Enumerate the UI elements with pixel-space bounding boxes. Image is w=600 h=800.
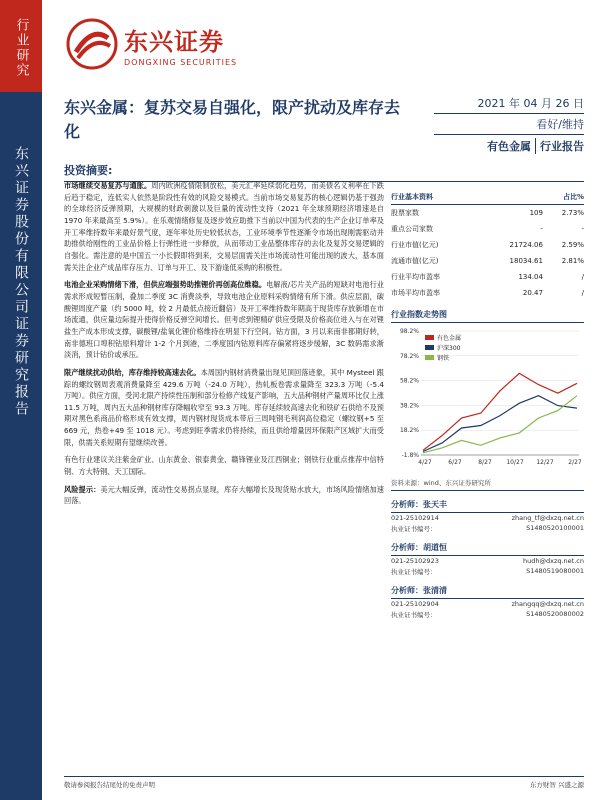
- row-pct: /: [581, 289, 584, 297]
- analyst-name: 分析师：张清清: [391, 583, 584, 599]
- paragraph-body: 美元大幅反弹，流动性交易拐点显现，库存大幅增长及现货贴水放大，市场风险情绪加速回落。: [64, 484, 384, 506]
- cert-label: 执业证书编号：: [391, 568, 437, 576]
- page-footer: [64, 776, 584, 789]
- x-tick-label: 8/27: [478, 459, 492, 466]
- pct-header: 占比%: [543, 190, 584, 205]
- analyst-phone: 021-25102923: [391, 557, 439, 565]
- table-row: [391, 237, 584, 253]
- legend-swatch: [425, 335, 434, 340]
- basic-data-table: [391, 190, 584, 301]
- sidebar-company-name: 东兴证券股份有限公司证券研究报告: [13, 146, 29, 418]
- table-row: [391, 269, 584, 285]
- y-tick-label: 18.2%: [399, 427, 419, 435]
- paragraph: [64, 484, 384, 507]
- logo-cn-text: 东兴证券: [124, 27, 224, 56]
- analyst-block: [391, 583, 584, 620]
- legend-label: 沪深300: [437, 345, 461, 352]
- paragraph: [64, 180, 384, 273]
- y-tick-label: 98.2%: [399, 328, 419, 335]
- y-tick-label: 38.2%: [399, 402, 419, 410]
- analyst-email[interactable]: zhangqq@dxzq.net.cn: [511, 600, 584, 608]
- row-value: 18034.61: [509, 257, 543, 265]
- analyst-email[interactable]: zhang_tf@dxzq.net.cn: [511, 514, 584, 522]
- row-label: 行业市值(亿元): [391, 241, 439, 249]
- logo-en-text: DONGXING SECURITIES: [124, 57, 238, 67]
- row-pct: /: [581, 273, 584, 281]
- x-tick-label: 2/27: [568, 459, 582, 466]
- row-value: -: [540, 225, 543, 233]
- legend-label: 钢铁: [437, 355, 450, 362]
- row-value: 20.47: [522, 289, 543, 297]
- x-tick-label: 6/27: [448, 459, 462, 466]
- index-trend-chart: [391, 323, 584, 473]
- paragraph: [64, 454, 384, 477]
- row-label: 股票家数: [391, 209, 419, 217]
- row-label: 流通市值(亿元): [391, 257, 439, 265]
- report-title: 东兴金属：复苏交易自强化，限产扰动及库存去化: [64, 98, 401, 141]
- series-line: [423, 396, 577, 452]
- row-value: 109: [529, 209, 543, 217]
- summary-body: [64, 180, 384, 513]
- chart-source: 资料来源：wind、东兴证券研究所: [391, 475, 584, 491]
- cert-label: 执业证书编号：: [391, 525, 437, 533]
- sidebar-data-panel: [391, 190, 584, 620]
- row-label: 行业平均市盈率: [391, 273, 440, 281]
- x-tick-label: 12/27: [536, 459, 554, 466]
- paragraph-body: 有色行业建议关注紫金矿业、山东黄金、银泰黄金、赣锋锂业及江西铜业；钢铁行业重点推荐中信特钢、方大特钢、天工国际。: [64, 455, 384, 477]
- rating: 看好/维持: [434, 114, 584, 135]
- legend-swatch: [425, 345, 434, 350]
- cert-number: S1480520100001: [526, 524, 584, 532]
- analyst-phone: 021-25102904: [391, 600, 439, 608]
- report-header-info: [434, 95, 584, 154]
- table-row: [391, 253, 584, 269]
- analyst-block: [391, 497, 584, 534]
- analyst-email[interactable]: hudh@dxzq.net.cn: [523, 557, 584, 565]
- row-label: 市场平均市盈率: [391, 289, 440, 297]
- row-pct: 2.81%: [561, 257, 584, 265]
- industry-tag: 有色金属: [487, 140, 531, 153]
- x-tick-label: 10/27: [506, 459, 524, 466]
- paragraph-body: 电解液/芯片关产品的短缺对电池行业需求形成短暂压制，叠加二季度 3C 消费淡季，导致电池企业原料采购情绪有所下滑。供应层面，碳酸锂周度产量（约 5000 吨，较 2 月最低点接近翻倍）及开工率维持数年期高于现货库存放新增在市场流通，供应量边际提升使得价格反弹空间增长。但考虑到锂精矿供应受限及价格高位进入与在对锂盐生产成本形成支撑，碳酸锂/盐氧化锂价格维持在明显下行空间。钴方面，3 月以来南非都期好转，南非德班口埠积钴原料增计 1-2 个月到港，二季度国内钴原料库存偏紧将逐步缓解，3C 数码需求渐淡消，预计钴价或承压。: [64, 280, 384, 360]
- row-value: 134.04: [518, 273, 543, 281]
- paragraph-body: 周内欧洲疫情限制放松，美元汇率延续弱化趋势，而美债名义利率在下跌后趋于稳定，连低实人依然是阶段性有效的风险交易模式。当前市场交易复苏的核心逻辑仍基于强劲的全球经济反弹预期，大规模的财政刺激以及巨量的流动性支持（2021 年全球预期经济增速是自 1970 年来最高至 5.9%）。在乐观情绪修复及逐步效应助推下当前以中国为代表的生产企业订单率及开工率维持数年来最好景气度，逐年率处历史较低状态，工业环境季节性逐渐令市场出现刚需驱动并助推供给刚性的工业品价格上行弹性进一步释放，从而带动工业品整体库存的去化及复苏交易逻辑的自强化。需注意的是中国五一小长假即将到来，交易层面需关注市场流动性可能出现的波大，基本面需关注企业产成品库存压力、订单与开工、及下游逢低采购的积极性。: [64, 181, 384, 272]
- table-row: [391, 285, 584, 301]
- legend-swatch: [425, 355, 434, 360]
- row-pct: 2.59%: [561, 241, 584, 249]
- y-tick-label: 78.2%: [399, 352, 419, 360]
- row-label: 重点公司家数: [391, 225, 433, 233]
- paragraph-lead: 电池企业采购情绪下滑，但供应端强势助推锂价再创高位维稳。: [64, 280, 267, 290]
- logo-mark-icon: [66, 18, 118, 70]
- analyst-block: [391, 540, 584, 577]
- company-logo: [66, 18, 237, 70]
- x-tick-label: 4/27: [418, 459, 432, 466]
- cert-label: 执业证书编号：: [391, 611, 437, 619]
- cert-number: S1480519080001: [526, 567, 584, 575]
- analyst-phone: 021-25102914: [391, 514, 439, 522]
- y-tick-label: 58.2%: [399, 377, 419, 385]
- row-pct: -: [581, 225, 584, 233]
- table-row: [391, 221, 584, 237]
- footer-slogan: 东方财智 兴盛之源: [529, 781, 584, 789]
- sidebar-category-label: 行业研究: [0, 0, 42, 92]
- row-value: 21724.06: [509, 241, 543, 249]
- paragraph: [64, 367, 384, 449]
- y-tick-label: -1.8%: [401, 452, 419, 459]
- analyst-name: 分析师：张天丰: [391, 497, 584, 513]
- summary-heading: 投资摘要:: [64, 162, 584, 182]
- paragraph: [64, 279, 384, 361]
- chart-section-title: 行业指数走势图: [391, 307, 584, 323]
- paragraph-lead: 风险提示：: [64, 484, 101, 494]
- legend-label: 有色金属: [437, 335, 462, 342]
- paragraph-body: 本周国内钢材消费量出现见顶回落迹象，其中 Mysteel 跟踪的螺纹钢周表观消费量降至 429.6 万吨（-24.0 万吨），热轧板卷需求量降至 323.3 万吨（-5.4 万吨）。供应方面，受河北限产持续性压制和部分检修产线复产影响，五大品种钢材产量周环比仅上涨 11.5 万吨，周内五大品种钢材库存降幅收窄至 93.3 万吨。库存延续较高速去化和铁矿石供给不及预期对黑色系商品价格形成有效支撑，周内钢材现货成本带后三周吨钢毛利润高位稳定（螺纹钢+5 至 669 元，热卷+49 至 1018 元）。考虑到旺季需求仍将持续，而且供给增量因环保限产区域扩大而受限，供需关系短期有望继续改善。: [64, 367, 384, 447]
- report-date: 2021 年 04 月 26 日: [434, 95, 584, 114]
- paragraph-lead: 限产继续扰动供给，库存维持较高速去化。: [64, 367, 201, 377]
- table-row: [391, 205, 584, 222]
- row-pct: 2.73%: [561, 209, 584, 217]
- report-type-tag: 行业报告: [535, 138, 584, 154]
- analyst-name: 分析师：胡道恒: [391, 540, 584, 556]
- basic-data-title: 行业基本资料: [391, 190, 481, 205]
- cert-number: S1480520080002: [526, 610, 584, 618]
- paragraph-lead: 市场继续交易复苏与通胀。: [64, 181, 152, 190]
- disclaimer-note: 敬请参阅报告结尾处的免责声明: [64, 781, 155, 789]
